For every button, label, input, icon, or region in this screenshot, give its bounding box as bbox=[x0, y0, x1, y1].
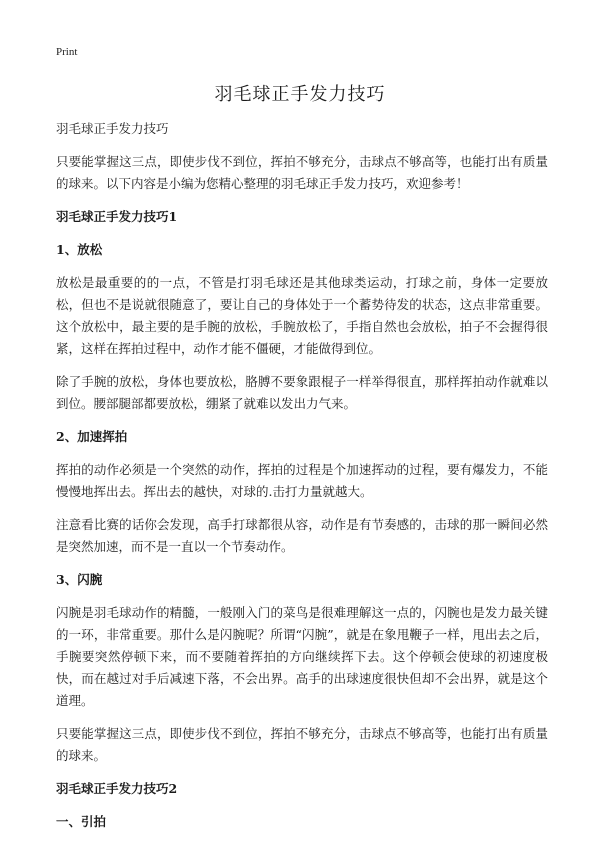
intro-paragraph: 只要能掌握这三点，即使步伐不到位，挥拍不够充分，击球点不够高等，也能打出有质量的球来。以下内容是小编为您精心整理的羽毛球正手发力技巧，欢迎参考！ bbox=[56, 154, 548, 191]
accelerate-paragraph-1: 挥拍的动作必须是一个突然的动作，挥拍的过程是个加速挥动的过程，要有爆发力，不能慢慢地挥出去。挥出去的越快，对球的.击打力量就越大。 bbox=[56, 462, 548, 499]
relax-paragraph-1: 放松是最重要的的一点，不管是打羽毛球还是其他球类运动，打球之前，身体一定要放松，但也不是说就很随意了，要让自己的身体处于一个蓄势待发的状态，这点非常重要。这个放松中，最主要的是手腕的放松，手腕放松了，手指自然也会放松，拍子不会握得很紧，这样在挥拍过程中，动作才能不僵硬，才能做得到位。 bbox=[56, 275, 548, 356]
article-subtitle: 羽毛球正手发力技巧 bbox=[56, 121, 169, 136]
article-body bbox=[56, 118, 548, 844]
item-heading-backswing: 一、引拍 bbox=[56, 814, 107, 829]
print-link[interactable]: Print bbox=[56, 46, 78, 58]
item-heading-relax: 1、放松 bbox=[56, 242, 103, 257]
accelerate-paragraph-2: 注意看比赛的话你会发现，高手打球都很从容，动作是有节奏感的，击球的那一瞬间必然是突然加速，而不是一直以一个节奏动作。 bbox=[56, 517, 548, 554]
page-title: 羽毛球正手发力技巧 bbox=[214, 84, 386, 105]
conclusion-paragraph: 只要能掌握这三点，即使步伐不到位，挥拍不够充分，击球点不够高等，也能打出有质量的球来。 bbox=[56, 726, 548, 763]
wrist-flick-paragraph: 闪腕是羽毛球动作的精髓，一般刚入门的菜鸟是很难理解这一点的，闪腕也是发力最关键的一环，非常重要。那什么是闪腕呢？所谓“闪腕”，就是在象甩鞭子一样，甩出去之后，手腕要突然停顿下来，而不要随着挥拍的方向继续挥下去。这个停顿会使球的初速度极快，而在越过对手后减速下落，不会出界。高手的出球速度很快但却不会出界，就是这个道理。 bbox=[56, 605, 548, 708]
item-heading-accelerate: 2、加速挥拍 bbox=[56, 429, 128, 444]
relax-paragraph-2: 除了手腕的放松，身体也要放松，胳膊不要象跟棍子一样举得很直，那样挥拍动作就难以到位。腰部腿部都要放松，绷紧了就难以发出力气来。 bbox=[56, 374, 548, 411]
section-heading-1: 羽毛球正手发力技巧1 bbox=[56, 209, 178, 224]
item-heading-wrist-flick: 3、闪腕 bbox=[56, 572, 103, 587]
section-heading-2: 羽毛球正手发力技巧2 bbox=[56, 781, 178, 796]
